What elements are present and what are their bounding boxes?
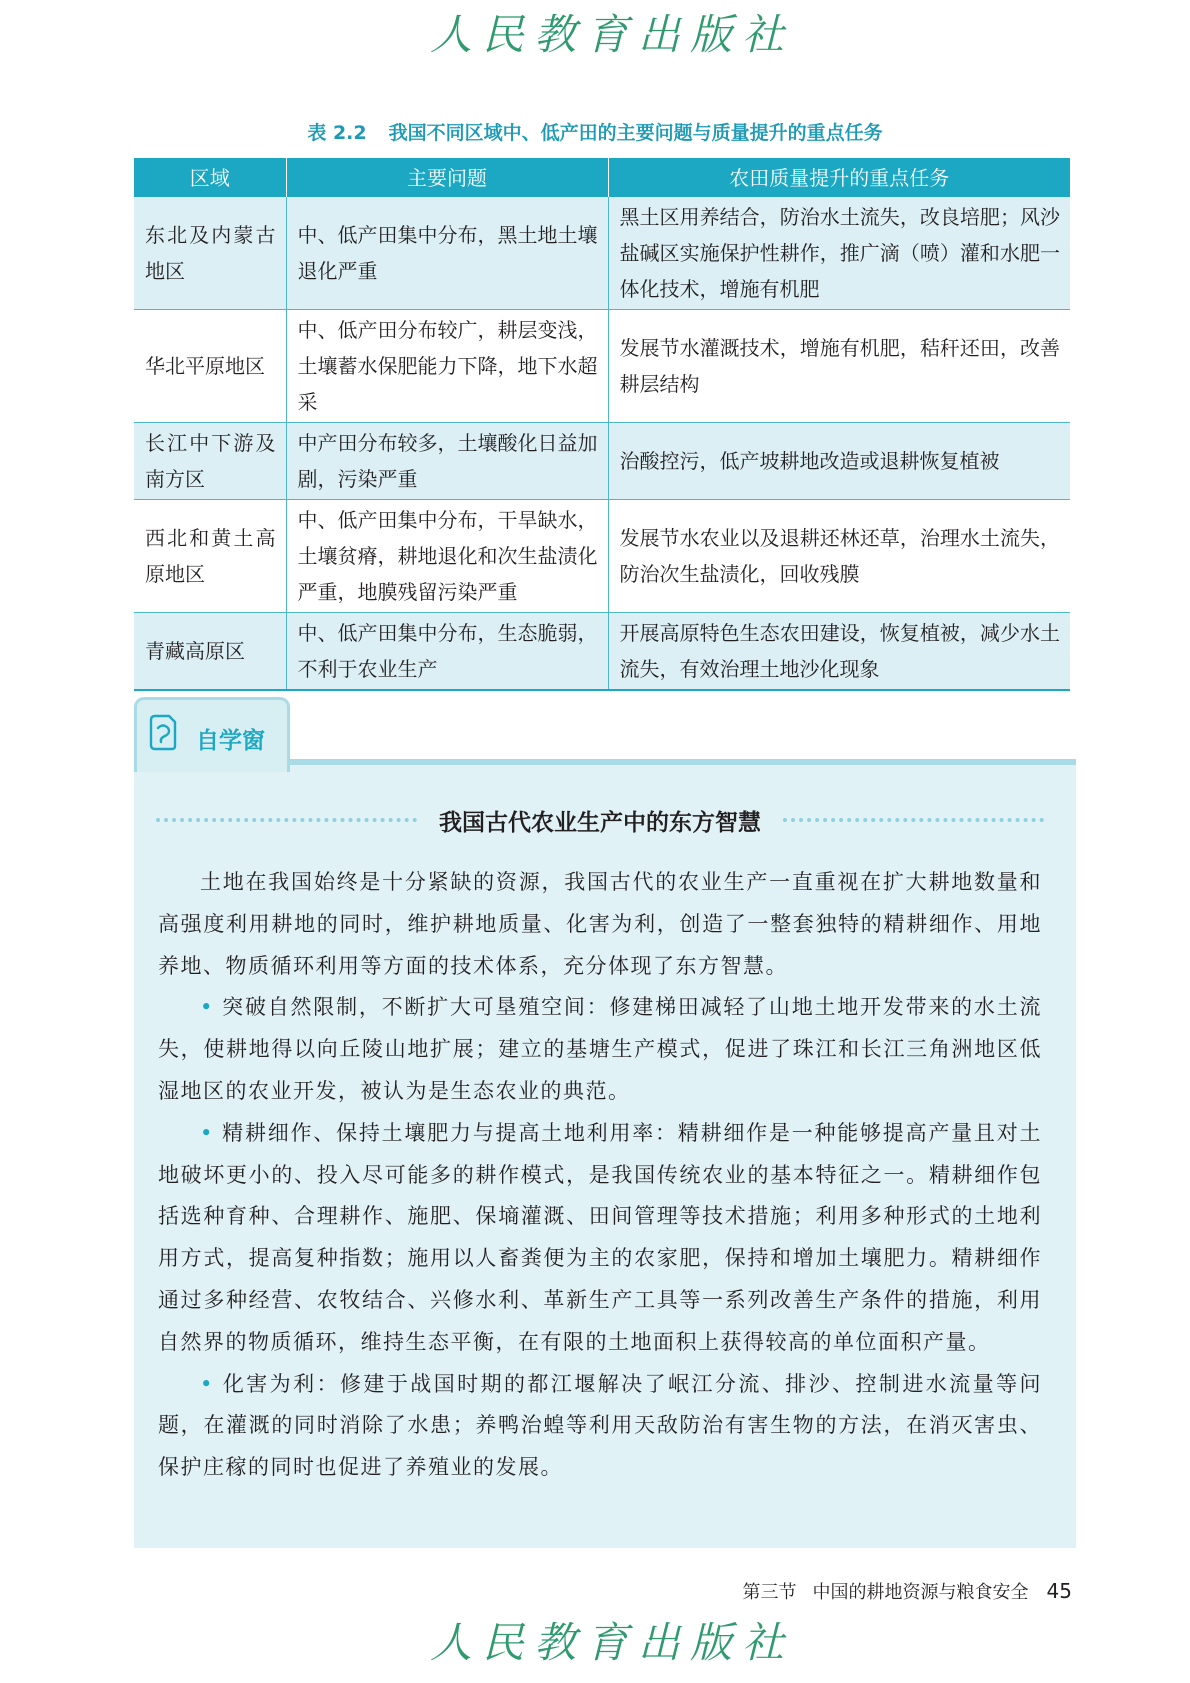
bullet-icon: • bbox=[200, 1371, 214, 1396]
task-cell: 黑土区用养结合，防治水土流失，改良培肥；风沙盐碱区实施保护性耕作，推广滴（喷）灌和水肥一体化技术，增施有机肥 bbox=[608, 197, 1070, 310]
point-paragraph bbox=[158, 1364, 1042, 1489]
table-row bbox=[134, 310, 1070, 423]
task-cell: 治酸控污，低产坡耕地改造或退耕恢复植被 bbox=[608, 423, 1070, 500]
bullet-icon: • bbox=[200, 1120, 214, 1145]
table-header-row bbox=[134, 158, 1070, 197]
problem-cell: 中产田分布较多，土壤酸化日益加剧，污染严重 bbox=[286, 423, 608, 500]
publisher-logo: 人民教育出版社 bbox=[430, 10, 795, 59]
self-study-box-top-edge bbox=[284, 759, 1076, 765]
point-text: 精耕细作、保持土壤肥力与提高土地利用率：精耕细作是一种能够提高产量且对土地破坏更小的、投入尽可能多的耕作模式，是我国传统农业的基本特征之一。精耕细作包括选种育种、合理耕作、施肥、保墒灌溉、田间管理等技术措施；利用多种形式的土地利用方式，提高复种指数；施用以人畜粪便为主的农家肥，保持和增加土壤肥力。精耕细作通过多种经营、农牧结合、兴修水利、革新生产工具等一系列改善生产条件的措施，利用自然界的物质循环，维持生态平衡，在有限的土地面积上获得较高的单位面积产量。 bbox=[158, 1120, 1042, 1354]
table-caption bbox=[0, 118, 1190, 145]
footer-section: 第三节 bbox=[742, 1582, 797, 1603]
table-row bbox=[134, 197, 1070, 310]
region-cell: 东北及内蒙古地区 bbox=[134, 197, 286, 310]
problem-cell: 中、低产田集中分布，生态脆弱，不利于农业生产 bbox=[286, 613, 608, 691]
problem-cell: 中、低产田分布较广，耕层变浅，土壤蓄水保肥能力下降，地下水超采 bbox=[286, 310, 608, 423]
task-cell: 开展高原特色生态农田建设，恢复植被，减少水土流失，有效治理土地沙化现象 bbox=[608, 613, 1070, 691]
region-cell: 青藏高原区 bbox=[134, 613, 286, 691]
region-cell: 华北平原地区 bbox=[134, 310, 286, 423]
column-header-problem: 主要问题 bbox=[286, 158, 608, 197]
point-paragraph bbox=[158, 987, 1042, 1112]
region-cell: 西北和黄土高原地区 bbox=[134, 500, 286, 613]
self-study-label: 自学窗 bbox=[196, 728, 265, 754]
self-study-icon bbox=[147, 712, 179, 752]
point-paragraph bbox=[158, 1113, 1042, 1364]
dotted-divider-right bbox=[783, 818, 1044, 822]
table-title: 我国不同区域中、低产田的主要问题与质量提升的重点任务 bbox=[388, 122, 883, 144]
region-cell: 长江中下游及南方区 bbox=[134, 423, 286, 500]
dotted-divider-left bbox=[156, 818, 417, 822]
self-study-title: 我国古代农业生产中的东方智慧 bbox=[439, 809, 761, 836]
column-header-region: 区域 bbox=[134, 158, 286, 197]
intro-paragraph: 土地在我国始终是十分紧缺的资源，我国古代的农业生产一直重视在扩大耕地数量和高强度利用耕地的同时，维护耕地质量、化害为利，创造了一整套独特的精耕细作、用地养地、物质循环利用等方面的技术体系，充分体现了东方智慧。 bbox=[158, 870, 1042, 978]
problem-cell: 中、低产田集中分布，黑土地土壤退化严重 bbox=[286, 197, 608, 310]
table-row bbox=[134, 613, 1070, 691]
table-row bbox=[134, 500, 1070, 613]
point-text: 化害为利：修建于战国时期的都江堰解决了岷江分流、排沙、控制进水流量等问题，在灌溉的同时消除了水患；养鸭治蝗等利用天敌防治有害生物的方法，在消灭害虫、保护庄稼的同时也促进了养殖业的发展。 bbox=[158, 1371, 1042, 1480]
task-cell: 发展节水灌溉技术，增施有机肥，秸秆还田，改善耕层结构 bbox=[608, 310, 1070, 423]
point-text: 突破自然限制，不断扩大可垦殖空间：修建梯田减轻了山地土地开发带来的水土流失，使耕地得以向丘陵山地扩展；建立的基塘生产模式，促进了珠江和长江三角洲地区低湿地区的农业开发，被认为是生态农业的典范。 bbox=[158, 995, 1042, 1103]
region-problem-table bbox=[134, 158, 1070, 691]
page-number: 45 bbox=[1046, 1579, 1072, 1603]
footer-section-title: 中国的耕地资源与粮食安全 bbox=[812, 1582, 1029, 1603]
bullet-icon: • bbox=[200, 995, 214, 1020]
problem-cell: 中、低产田集中分布，干旱缺水，土壤贫瘠，耕地退化和次生盐渍化严重，地膜残留污染严重 bbox=[286, 500, 608, 613]
page-footer bbox=[0, 1578, 1072, 1604]
task-cell: 发展节水农业以及退耕还林还草，治理水土流失，防治次生盐渍化，回收残膜 bbox=[608, 500, 1070, 613]
publisher-logo-bottom: 人民教育出版社 bbox=[430, 1618, 795, 1667]
self-study-text bbox=[158, 862, 1042, 1489]
table-number: 表 2.2 bbox=[307, 122, 367, 144]
self-study-title-row bbox=[156, 800, 1044, 840]
table-row bbox=[134, 423, 1070, 500]
column-header-task: 农田质量提升的重点任务 bbox=[608, 158, 1070, 197]
